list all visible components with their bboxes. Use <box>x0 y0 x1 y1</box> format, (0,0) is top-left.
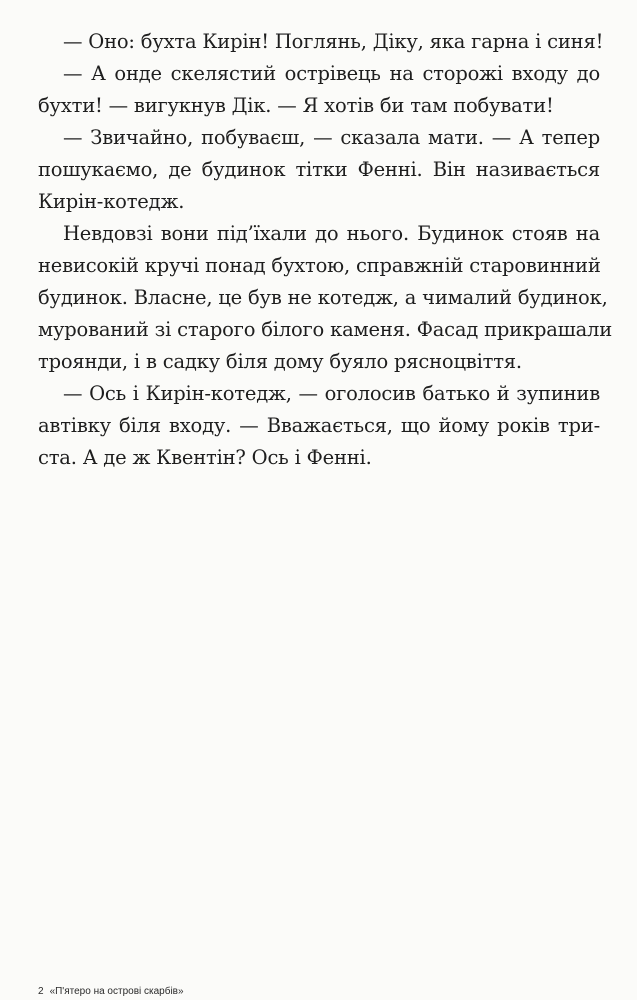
text-line: — А онде скелястий острівець на сторожі входу до <box>63 62 600 85</box>
text-line: ста. А де ж Квентін? Ось і Фенні. <box>38 446 372 469</box>
body-text <box>38 26 612 474</box>
text-line: — Ось і Кирін-котедж, — оголосив батько й зупинив <box>63 382 600 405</box>
text-line: бухти! — вигукнув Дік. — Я хотів би там побувати! <box>38 94 554 117</box>
text-line: будинок. Власне, це був не котедж, а чималий будинок, <box>38 286 608 309</box>
text-line: автівку біля входу. — Вважається, що йому років три- <box>38 414 600 437</box>
text-line: невисокій кручі понад бухтою, справжній старовинний <box>38 254 601 277</box>
page-footer <box>38 986 184 997</box>
text-line: — Оно: бухта Кирін! Поглянь, Діку, яка гарна і синя! <box>63 30 604 53</box>
page-number: 2 <box>38 986 44 997</box>
text-line: — Звичайно, побуваєш, — сказала мати. — А тепер <box>63 126 600 149</box>
text-line: Кирін-котедж. <box>38 190 185 213</box>
text-line: мурований зі старого білого каменя. Фасад прикрашали <box>38 318 612 341</box>
running-title: «П'ятеро на острові скарбів» <box>49 986 184 997</box>
text-line: троянди, і в садку біля дому буяло рясноцвіття. <box>38 350 522 373</box>
text-line: пошукаємо, де будинок тітки Фенні. Він називається <box>38 158 600 181</box>
text-line: Невдовзі вони під’їхали до нього. Будинок стояв на <box>63 222 600 245</box>
